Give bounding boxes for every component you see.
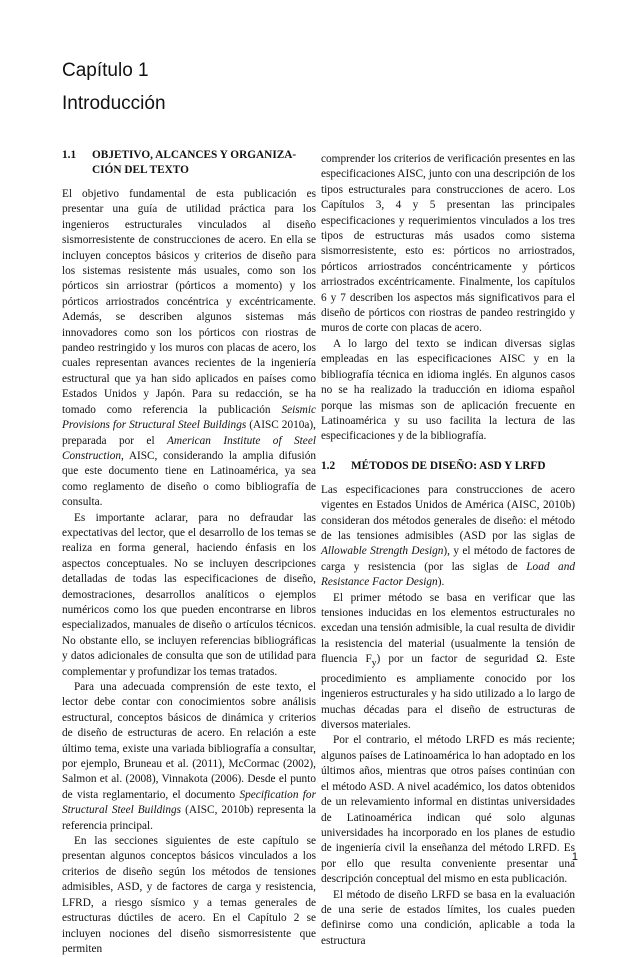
paragraph — [62, 680, 316, 834]
section-heading-1-1 — [62, 148, 316, 178]
reference-title: Specification for Structural Steel Buildings — [62, 788, 316, 817]
term-lrfd: Load and Resistance Factor Design — [321, 560, 575, 589]
text-run: , AISC, considerando la amplia difusión que este documento tiene en Latinoamérica, ya sea como reglamento de diseño o como bibliografía de consulta. — [62, 449, 316, 509]
left-column — [62, 148, 316, 957]
text-run: El objetivo fundamental de esta publicación es presentar una guía de utilidad práctica para los ingenieros estructurales vinculados al diseño sismorresistente de construcciones de acero. En ella se incluyen conceptos básicos y criterios de diseño para los sistemas resistente más usuales, como son los pórticos sin arriostrar (pórticos a momento) y los pórticos arriostrados concéntrica y excéntricamente. Además, se describen algunos sistemas más innovadores como son los pórticos con riostras de pandeo restringido y los muros con placas de acero, los cuales representan avances recientes de la ingeniería estructural que ya han sido aplicados en países como Estados Unidos y Japón. Para su redacción, se ha tomado como referencia la publicación — [62, 188, 316, 416]
section-title: MÉTODOS DE DISEÑO: ASD Y LRFD — [351, 459, 546, 472]
text-run: (AISC, 2010b) representa la referencia principal. — [62, 804, 316, 832]
text-run: Para una adecuada comprensión de este texto, el lector debe contar con conocimientos sobre análisis estructural, conceptos básicos de dinámica y criterios de diseño de estructuras de acero. En relación a este último tema, existe una variada bibliografía a consultar, por ejemplo, Bruneau et al. (2011), McCormac (2002), Salmon et al. (2008), Vinnakota (2006). Desde el punto de vista reglamentario, el documento — [62, 681, 316, 801]
chapter-label: Capítulo 1 — [62, 60, 149, 81]
chapter-title: Introducción — [62, 93, 166, 114]
section-number: 1.2 — [321, 459, 336, 472]
text-run: (AISC 2010a), preparada por el — [62, 419, 317, 447]
text-run: ), y el método de factores de carga y resistencia (por las siglas de — [321, 545, 575, 573]
paragraph: A lo largo del texto se indican diversas siglas empleadas en las especificaciones AISC y en la bibliografía técnica en idioma inglés. En algunos casos no se ha realizado la traducción en idioma español porque las mismas son de aplicación frecuente en Latinoamérica y su uso facilita la lectura de las especificaciones y de la bibliografía. — [321, 337, 575, 443]
text-run: ) por un factor de seguridad Ω. Este procedimiento es ampliamente conocido por los ingenieros estructurales y ha sido utilizado a lo largo de muchas décadas para el diseño de estructuras de diversos materiales. — [321, 653, 575, 732]
section-number: 1.1 — [62, 149, 77, 161]
subscript: y — [371, 658, 377, 669]
paragraph: Es importante aclarar, para no defraudar las expectativas del lector, que el desarrollo de los temas se realiza en forma general, haciendo énfasis en los aspectos conceptuales. No se incluyen descripciones detalladas de todas las especificaciones de diseño, demostraciones, desarrollos analíticos o ejemplos numéricos como los que pueden encontrarse en libros especializados, manuales de diseño o artículos técnicos. No obstante ello, se incluyen referencias bibliográficas y datos adicionales de consulta que son de utilidad para complementar y profundizar los temas tratados. — [62, 511, 316, 678]
paragraph: El método de diseño LRFD se basa en la evaluación de una serie de estados límites, los cuales pueden definirse como una condición, aplicable a toda la estructura — [321, 888, 575, 947]
right-column — [321, 152, 575, 949]
term-asd: Allowable Strength Design — [321, 545, 444, 558]
text-run: ). — [437, 576, 445, 589]
paragraph: Por el contrario, el método LRFD es más reciente; algunos países de Latinoamérica lo han adoptado en los últimos años, mientras que otros países continúan con el método ASD. A nivel académico, los datos obtenidos de un relevamiento informal en distintas universidades de Latinoamérica indican qué solo algunas universidades ha incorporado en los planes de estudio de ingeniería civil la enseñanza del método LRFD. Es por ello que resulta conveniente presentar una descripción conceptual del mismo en esta publicación. — [321, 734, 575, 886]
organization-name: American Institute of Steel Construction — [62, 434, 316, 462]
section-heading-1-2 — [321, 459, 575, 474]
page-number: 1 — [571, 851, 578, 863]
paragraph — [62, 187, 316, 511]
paragraph — [321, 483, 575, 591]
paragraph: En las secciones siguientes de este capítulo se presentan algunos conceptos básicos vinculados a los criterios de diseño según los métodos de tensiones admisibles, ASD, y de factores de carga y resistencia, LFRD, a riesgo sísmico y a temas generales de estructuras dúctiles de acero. En el Capítulo 2 se incluyen nociones del diseño sismorresistente que permiten — [62, 835, 316, 955]
section-title: OBJETIVO, ALCANCES Y ORGANIZA-CIÓN DEL TEXTO — [92, 149, 297, 176]
paragraph — [321, 591, 575, 734]
reference-title: Seismic Provisions for Structural Steel Buildings — [62, 403, 316, 432]
paragraph: comprender los criterios de verificación presentes en las especificaciones AISC, junto con una descripción de los tipos estructurales para construcciones de acero. Los Capítulos 3, 4 y 5 presentan las principales especificaciones y requerimientos vinculados a los tres tipos de estructuras más usados como sistema sismorresistente, esto es: pórticos no arriostrados, pórticos arriostrados concéntricamente y pórticos arriostrados excéntricamente. Finalmente, los capítulos 6 y 7 describen los aspectos más significativos para el diseño de pórticos con riostras de pandeo restringido y muros de corte con placas de acero. — [321, 153, 575, 335]
text-run: El primer método se basa en verificar que las tensiones inducidas en los elementos estructurales no excedan una tensión admisible, la cual resulta de dividir la resistencia del material (usualmente la tensión de fluencia F — [321, 591, 575, 666]
text-run: Las especificaciones para construcciones de acero vigentes en Estados Unidos de América (AISC, 2010b) consideran dos métodos generales de diseño: el método de las tensiones admisibles (ASD por las siglas de — [321, 483, 575, 542]
